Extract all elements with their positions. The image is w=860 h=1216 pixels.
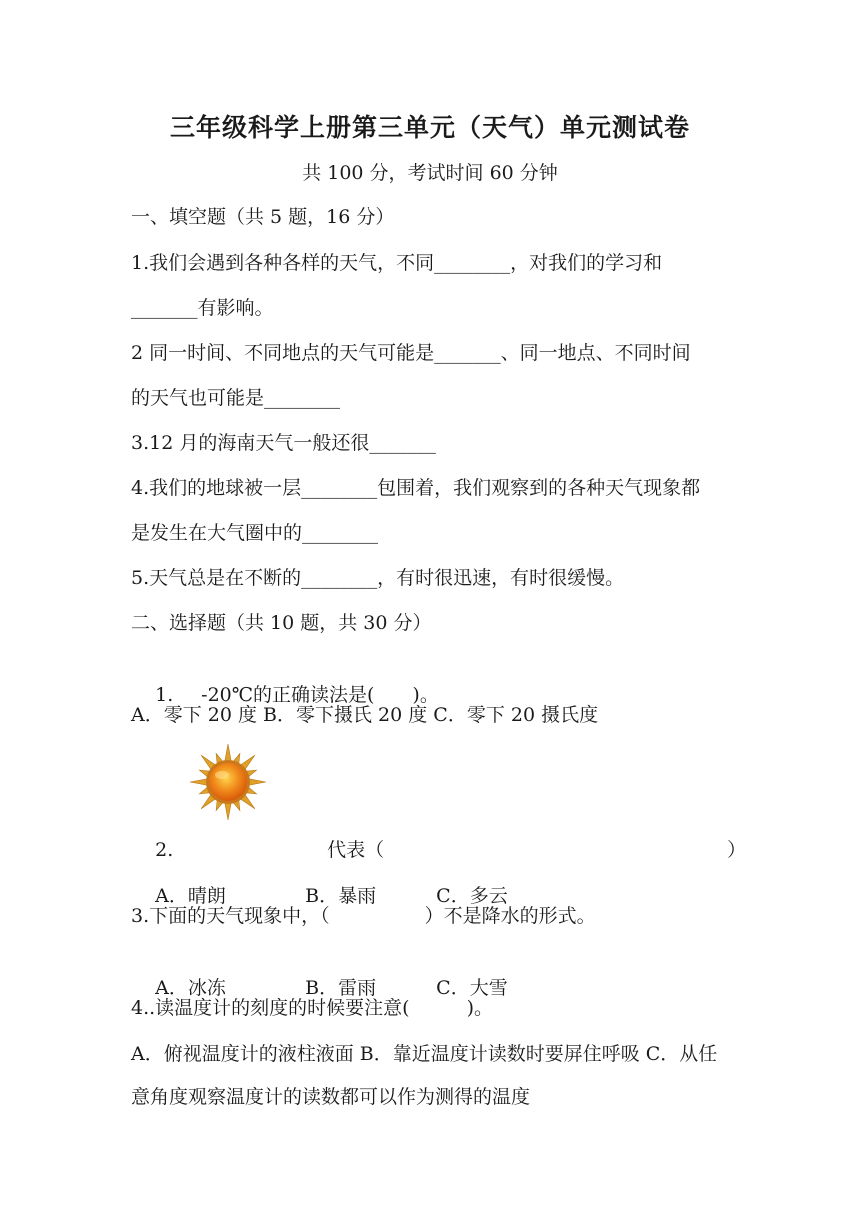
- fill-question-5: 5.天气总是在不断的________，有时很迅速，有时很缓慢。: [131, 567, 625, 589]
- page-title: 三年级科学上册第三单元（天气）单元测试卷: [169, 113, 690, 142]
- choice-question-4: 4..读温度计的刻度的时候要注意( )。: [131, 997, 493, 1019]
- fill-question-3: 3.12 月的海南天气一般还很_______: [131, 432, 436, 454]
- fill-question-2-line-2: 的天气也可能是________: [131, 387, 341, 409]
- choice-question-4-options-line-2: 意角度观察温度计的读数都可以作为测得的温度: [131, 1086, 531, 1108]
- fill-question-1-line-1: 1.我们会遇到各种各样的天气，不同________，对我们的学习和: [131, 252, 663, 274]
- choice-question-1-options: A．零下 20 度 B．零下摄氏 20 度 C．零下 20 摄氏度: [131, 704, 599, 726]
- option-a: A．冰冻: [155, 977, 226, 999]
- option-c: C．多云: [436, 885, 508, 907]
- option-c: C．大雪: [436, 977, 508, 999]
- question-text: -20℃的正确读法是( )。: [201, 684, 439, 706]
- fill-question-4-line-1: 4.我们的地球被一层________包围着，我们观察到的各种天气现象都: [131, 477, 701, 499]
- question-text: 代表（: [327, 839, 385, 861]
- question-number: 2.: [155, 839, 174, 861]
- fill-question-2-line-1: 2 同一时间、不同地点的天气可能是_______、同一地点、不同时间: [131, 342, 691, 364]
- section-1-heading: 一、填空题（共 5 题，16 分）: [131, 206, 395, 228]
- choice-question-4-options-line-1: A．俯视温度计的液柱液面 B．靠近温度计读数时要屏住呼吸 C．从任: [131, 1043, 718, 1065]
- section-2-heading: 二、选择题（共 10 题，共 30 分）: [131, 612, 432, 634]
- option-b: B．暴雨: [305, 885, 377, 907]
- fill-question-4-line-2: 是发生在大气圈中的________: [131, 522, 379, 544]
- option-a: A．晴朗: [155, 885, 226, 907]
- option-b: B．雷雨: [305, 977, 377, 999]
- question-close-paren: ）: [727, 839, 747, 861]
- page-subtitle: 共 100 分，考试时间 60 分钟: [302, 162, 558, 184]
- fill-question-1-line-2: _______有影响。: [131, 297, 274, 319]
- choice-question-3: 3.下面的天气现象中，（ ）不是降水的形式。: [131, 905, 596, 927]
- question-number: 1.: [155, 684, 174, 706]
